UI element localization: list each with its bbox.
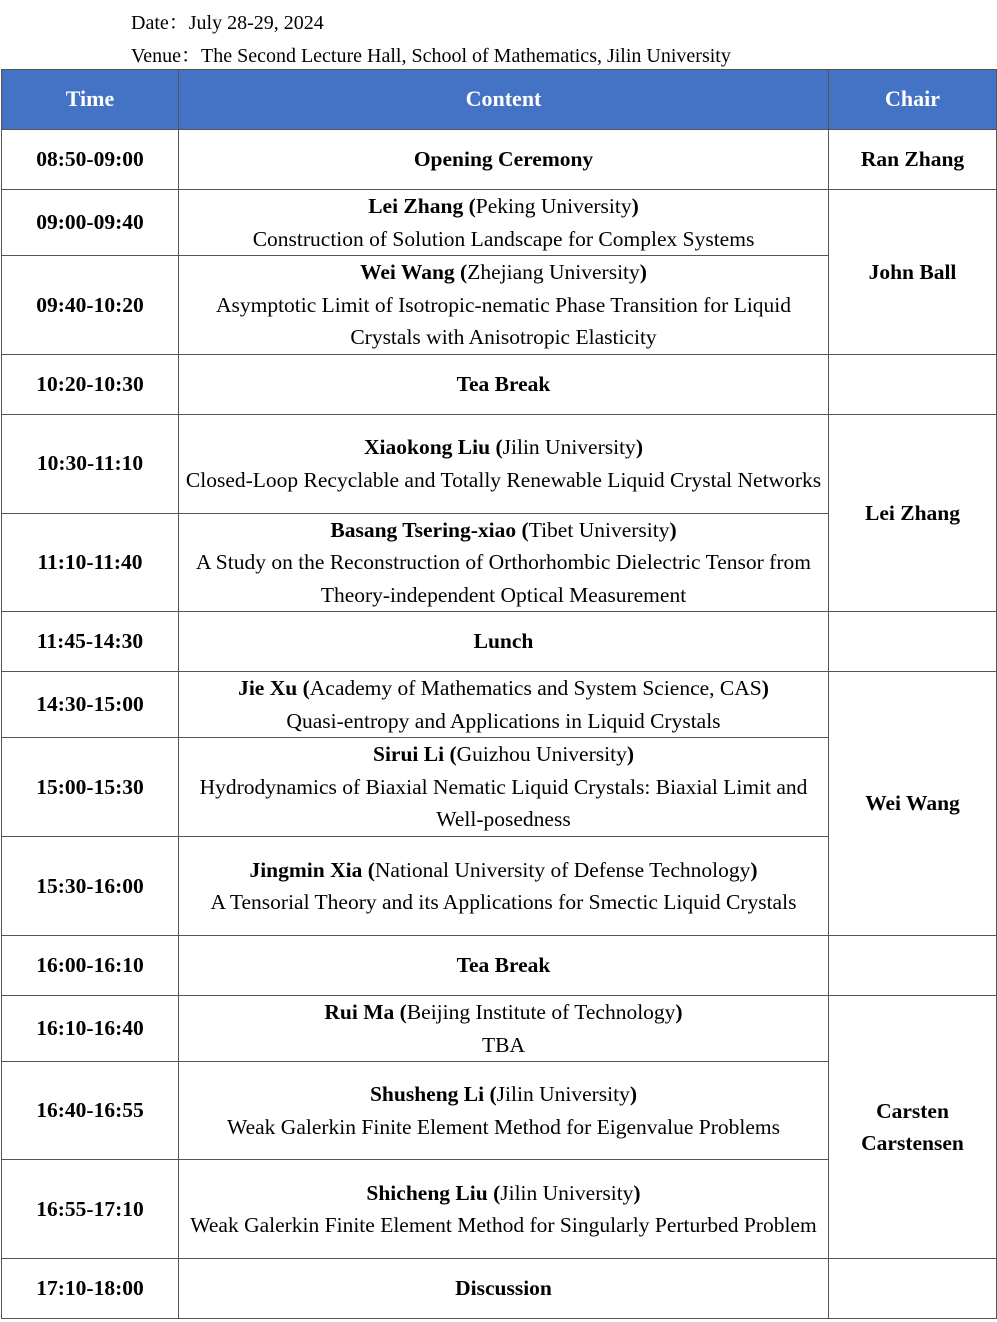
speaker-name: Sirui Li	[373, 742, 445, 767]
talk-title: TBA	[482, 1032, 525, 1057]
date-line	[131, 6, 324, 35]
schedule-row	[2, 130, 997, 190]
chair-cell	[829, 936, 997, 996]
event-cell: Tea Break	[179, 936, 829, 996]
event-cell: Lunch	[179, 612, 829, 672]
talk-title: Quasi-entropy and Applications in Liquid Crystals	[286, 708, 721, 733]
talk-title: A Study on the Reconstruction of Orthorhombic Dielectric Tensor from Theory-independent Optical Measurement	[196, 550, 811, 607]
chair-cell	[829, 354, 997, 414]
chair-cell	[829, 612, 997, 672]
time-cell: 11:45-14:30	[2, 612, 179, 672]
time-cell: 10:30-11:10	[2, 414, 179, 513]
chair-cell: Ran Zhang	[829, 130, 997, 190]
speaker-name: Shusheng Li	[369, 1082, 485, 1106]
speaker-name: Jie Xu	[238, 676, 298, 700]
speaker-affiliation: Zhejiang University	[467, 260, 640, 284]
speaker-affiliation: Beijing Institute of Technology	[406, 1000, 676, 1024]
schedule-row	[2, 414, 997, 513]
venue-line	[131, 39, 731, 68]
talk-title: Weak Galerkin Finite Element Method for Eigenvalue Problems	[227, 1114, 780, 1139]
talk-title: Hydrodynamics of Biaxial Nematic Liquid Crystals: Biaxial Limit and Well-posedness	[199, 774, 808, 832]
schedule-row	[2, 672, 997, 738]
speaker-name: Lei Zhang	[368, 194, 464, 218]
speaker-name: Xiaokong Liu	[364, 435, 491, 459]
schedule-row	[2, 1259, 997, 1319]
talk-cell: Basang Tsering-xiao (Tibet University) A Study on the Reconstruction of Orthorhombic Dielectric Tensor from Theory-independent Optical Measurement	[179, 513, 829, 612]
speaker-name: Jingmin Xia	[249, 857, 363, 882]
talk-cell: Shusheng Li (Jilin University) Weak Galerkin Finite Element Method for Eigenvalue Problems	[179, 1062, 829, 1160]
time-cell: 14:30-15:00	[2, 672, 179, 738]
talk-cell: Jingmin Xia (National University of Defense Technology) A Tensorial Theory and its Applications for Smectic Liquid Crystals	[179, 837, 829, 936]
venue-label: Venue：	[131, 45, 201, 67]
talk-title: A Tensorial Theory and its Applications for Smectic Liquid Crystals	[210, 890, 797, 914]
time-cell: 09:40-10:20	[2, 256, 179, 355]
talk-cell: Wei Wang (Zhejiang University) Asymptotic Limit of Isotropic-nematic Phase Transition for Liquid Crystals with Anisotropic Elasticity	[179, 256, 829, 355]
schedule-row	[2, 996, 997, 1062]
event-cell: Tea Break	[179, 354, 829, 414]
speaker-affiliation: National University of Defense Technology	[374, 857, 751, 882]
time-cell: 15:30-16:00	[2, 837, 179, 936]
talk-cell: Rui Ma (Beijing Institute of Technology) TBA	[179, 996, 829, 1062]
time-cell: 16:40-16:55	[2, 1062, 179, 1160]
talk-title: Weak Galerkin Finite Element Method for Singularly Perturbed Problem	[190, 1213, 817, 1237]
speaker-name: Rui Ma	[324, 1000, 395, 1024]
talk-cell: Lei Zhang (Peking University) Construction of Solution Landscape for Complex Systems	[179, 190, 829, 256]
date-value: July 28-29, 2024	[188, 12, 324, 34]
talk-cell: Jie Xu (Academy of Mathematics and System Science, CAS) Quasi-entropy and Applications in Liquid Crystals	[179, 672, 829, 738]
chair-cell: John Ball	[829, 190, 997, 355]
talk-cell: Shicheng Liu (Jilin University) Weak Galerkin Finite Element Method for Singularly Perturbed Problem	[179, 1160, 829, 1259]
speaker-affiliation: Jilin University	[496, 1082, 630, 1106]
time-cell: 16:00-16:10	[2, 936, 179, 996]
chair-cell: Carsten Carstensen	[829, 996, 997, 1259]
speaker-affiliation: Jilin University	[500, 1180, 634, 1205]
talk-title: Construction of Solution Landscape for Complex Systems	[252, 226, 755, 251]
talk-cell: Xiaokong Liu (Jilin University) Closed-Loop Recyclable and Totally Renewable Liquid Crystal Networks	[179, 414, 829, 513]
header-time: Time	[2, 70, 179, 130]
header-row	[2, 70, 997, 130]
speaker-affiliation: Academy of Mathematics and System Science, CAS	[309, 676, 762, 700]
header-content: Content	[179, 70, 829, 130]
venue-value: The Second Lecture Hall, School of Mathematics, Jilin University	[200, 45, 731, 67]
event-cell: Discussion	[179, 1259, 829, 1319]
chair-cell: Lei Zhang	[829, 414, 997, 612]
date-label: Date：	[131, 12, 189, 34]
time-cell: 10:20-10:30	[2, 354, 179, 414]
speaker-name: Shicheng Liu	[366, 1180, 488, 1205]
time-cell: 11:10-11:40	[2, 513, 179, 612]
time-cell: 08:50-09:00	[2, 130, 179, 190]
time-cell: 09:00-09:40	[2, 190, 179, 256]
talk-title: Asymptotic Limit of Isotropic-nematic Phase Transition for Liquid Crystals with Anisotropic Elasticity	[215, 292, 792, 349]
speaker-affiliation: Peking University	[475, 194, 632, 218]
schedule-table	[1, 69, 997, 1319]
schedule-row	[2, 936, 997, 996]
speaker-affiliation: Jilin University	[502, 435, 636, 459]
talk-title: Closed-Loop Recyclable and Totally Renewable Liquid Crystal Networks	[185, 467, 822, 492]
time-cell: 17:10-18:00	[2, 1259, 179, 1319]
speaker-affiliation: Guizhou University	[456, 742, 627, 767]
time-cell: 16:55-17:10	[2, 1160, 179, 1259]
chair-cell: Wei Wang	[829, 672, 997, 936]
event-cell: Opening Ceremony	[179, 130, 829, 190]
chair-cell	[829, 1259, 997, 1319]
speaker-name: Basang Tsering-xiao	[330, 517, 517, 542]
time-cell: 16:10-16:40	[2, 996, 179, 1062]
header-chair: Chair	[829, 70, 997, 130]
talk-cell: Sirui Li (Guizhou University) Hydrodynamics of Biaxial Nematic Liquid Crystals: Biaxial Limit and Well-posedness	[179, 738, 829, 837]
schedule-row	[2, 612, 997, 672]
speaker-name: Wei Wang	[360, 260, 455, 284]
time-cell: 15:00-15:30	[2, 738, 179, 837]
schedule-row	[2, 190, 997, 256]
speaker-affiliation: Tibet University	[528, 517, 670, 542]
schedule-row	[2, 354, 997, 414]
